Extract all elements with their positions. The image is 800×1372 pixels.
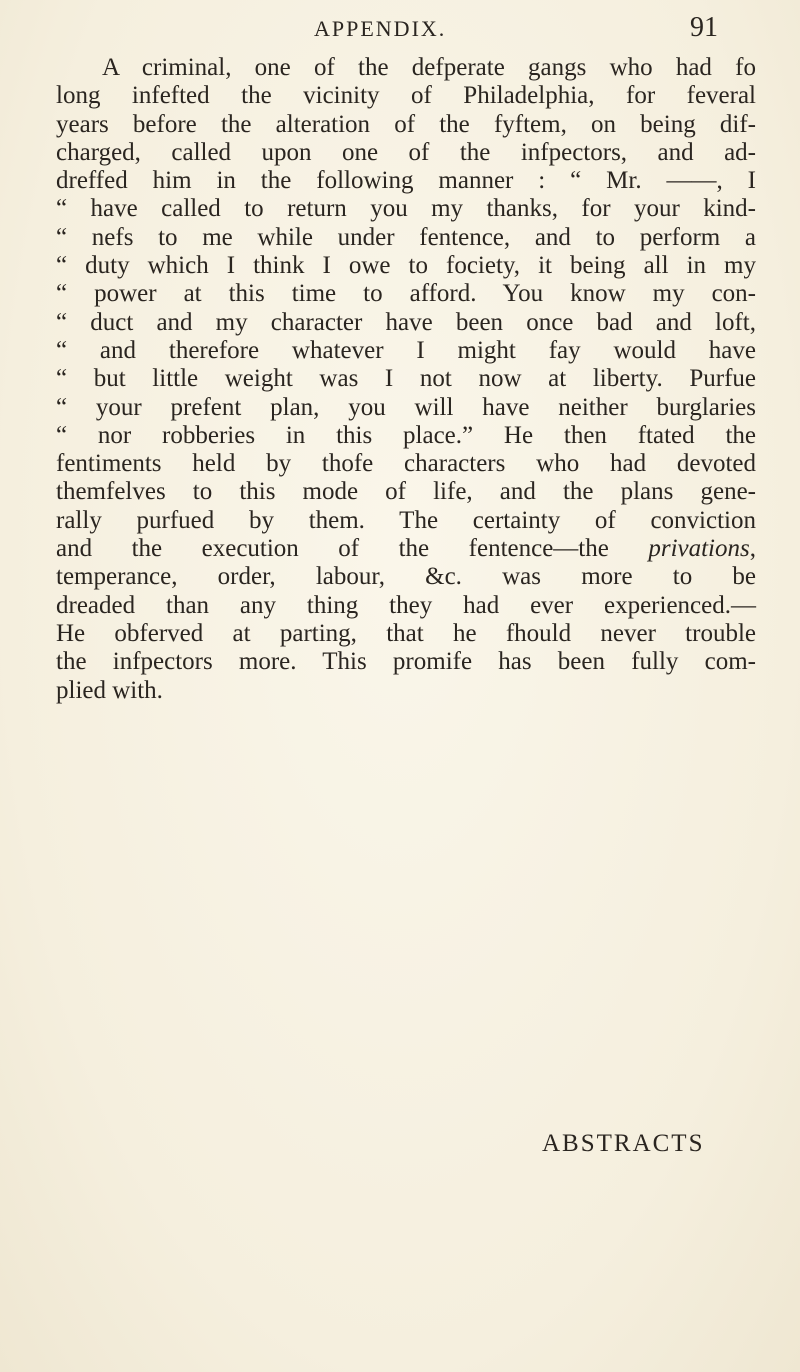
text-line: years before the alteration of the fyftem, on being dif-	[56, 110, 756, 138]
text-line: “ nor robberies in this place.” He then ftated the	[56, 421, 756, 449]
text-line: “ duct and my character have been once bad and loft,	[56, 308, 756, 336]
text-line: “ duty which I think I owe to fociety, it being all in my	[56, 252, 756, 280]
running-head	[0, 10, 800, 44]
text-line: He obferved at parting, that he fhould never trouble	[56, 619, 756, 647]
text-line: dreffed him in the following manner : “ Mr. ——, I	[56, 167, 756, 195]
text-line: rally purfued by them. The certainty of conviction	[56, 506, 756, 534]
text-line: charged, called upon one of the infpectors, and ad-	[56, 138, 756, 166]
text-line: “ and therefore whatever I might fay would have	[56, 336, 756, 364]
text-line: “ have called to return you my thanks, for your kind-	[56, 195, 756, 223]
text-line: “ nefs to me while under fentence, and to perform a	[56, 223, 756, 251]
catchword: ABSTRACTS	[542, 1130, 705, 1157]
text-line: “ power at this time to afford. You know my con-	[56, 280, 756, 308]
page-number: 91	[690, 12, 718, 43]
text-line: A criminal, one of the defperate gangs who had fo	[102, 54, 756, 81]
text-line: themfelves to this mode of life, and the plans gene-	[56, 478, 756, 506]
text-line: “ your prefent plan, you will have neither burglaries	[56, 393, 756, 421]
text-line: “ but little weight was I not now at liberty. Purfue	[56, 365, 756, 393]
text-line: temperance, order, labour, &c. was more to be	[56, 563, 756, 591]
text-line: the infpectors more. This promife has been fully com-	[56, 648, 756, 676]
text-line: plied with.	[56, 676, 163, 704]
text-line: long infefted the vicinity of Philadelphia, for feveral	[56, 82, 756, 110]
running-head-title: APPENDIX.	[314, 16, 447, 41]
body-paragraph	[56, 54, 756, 705]
text-line: dreaded than any thing they had ever experienced.—	[56, 591, 756, 619]
text-line: fentiments held by thofe characters who had devoted	[56, 450, 756, 478]
text-line: and the execution of the fentence—the privations,	[56, 535, 756, 563]
